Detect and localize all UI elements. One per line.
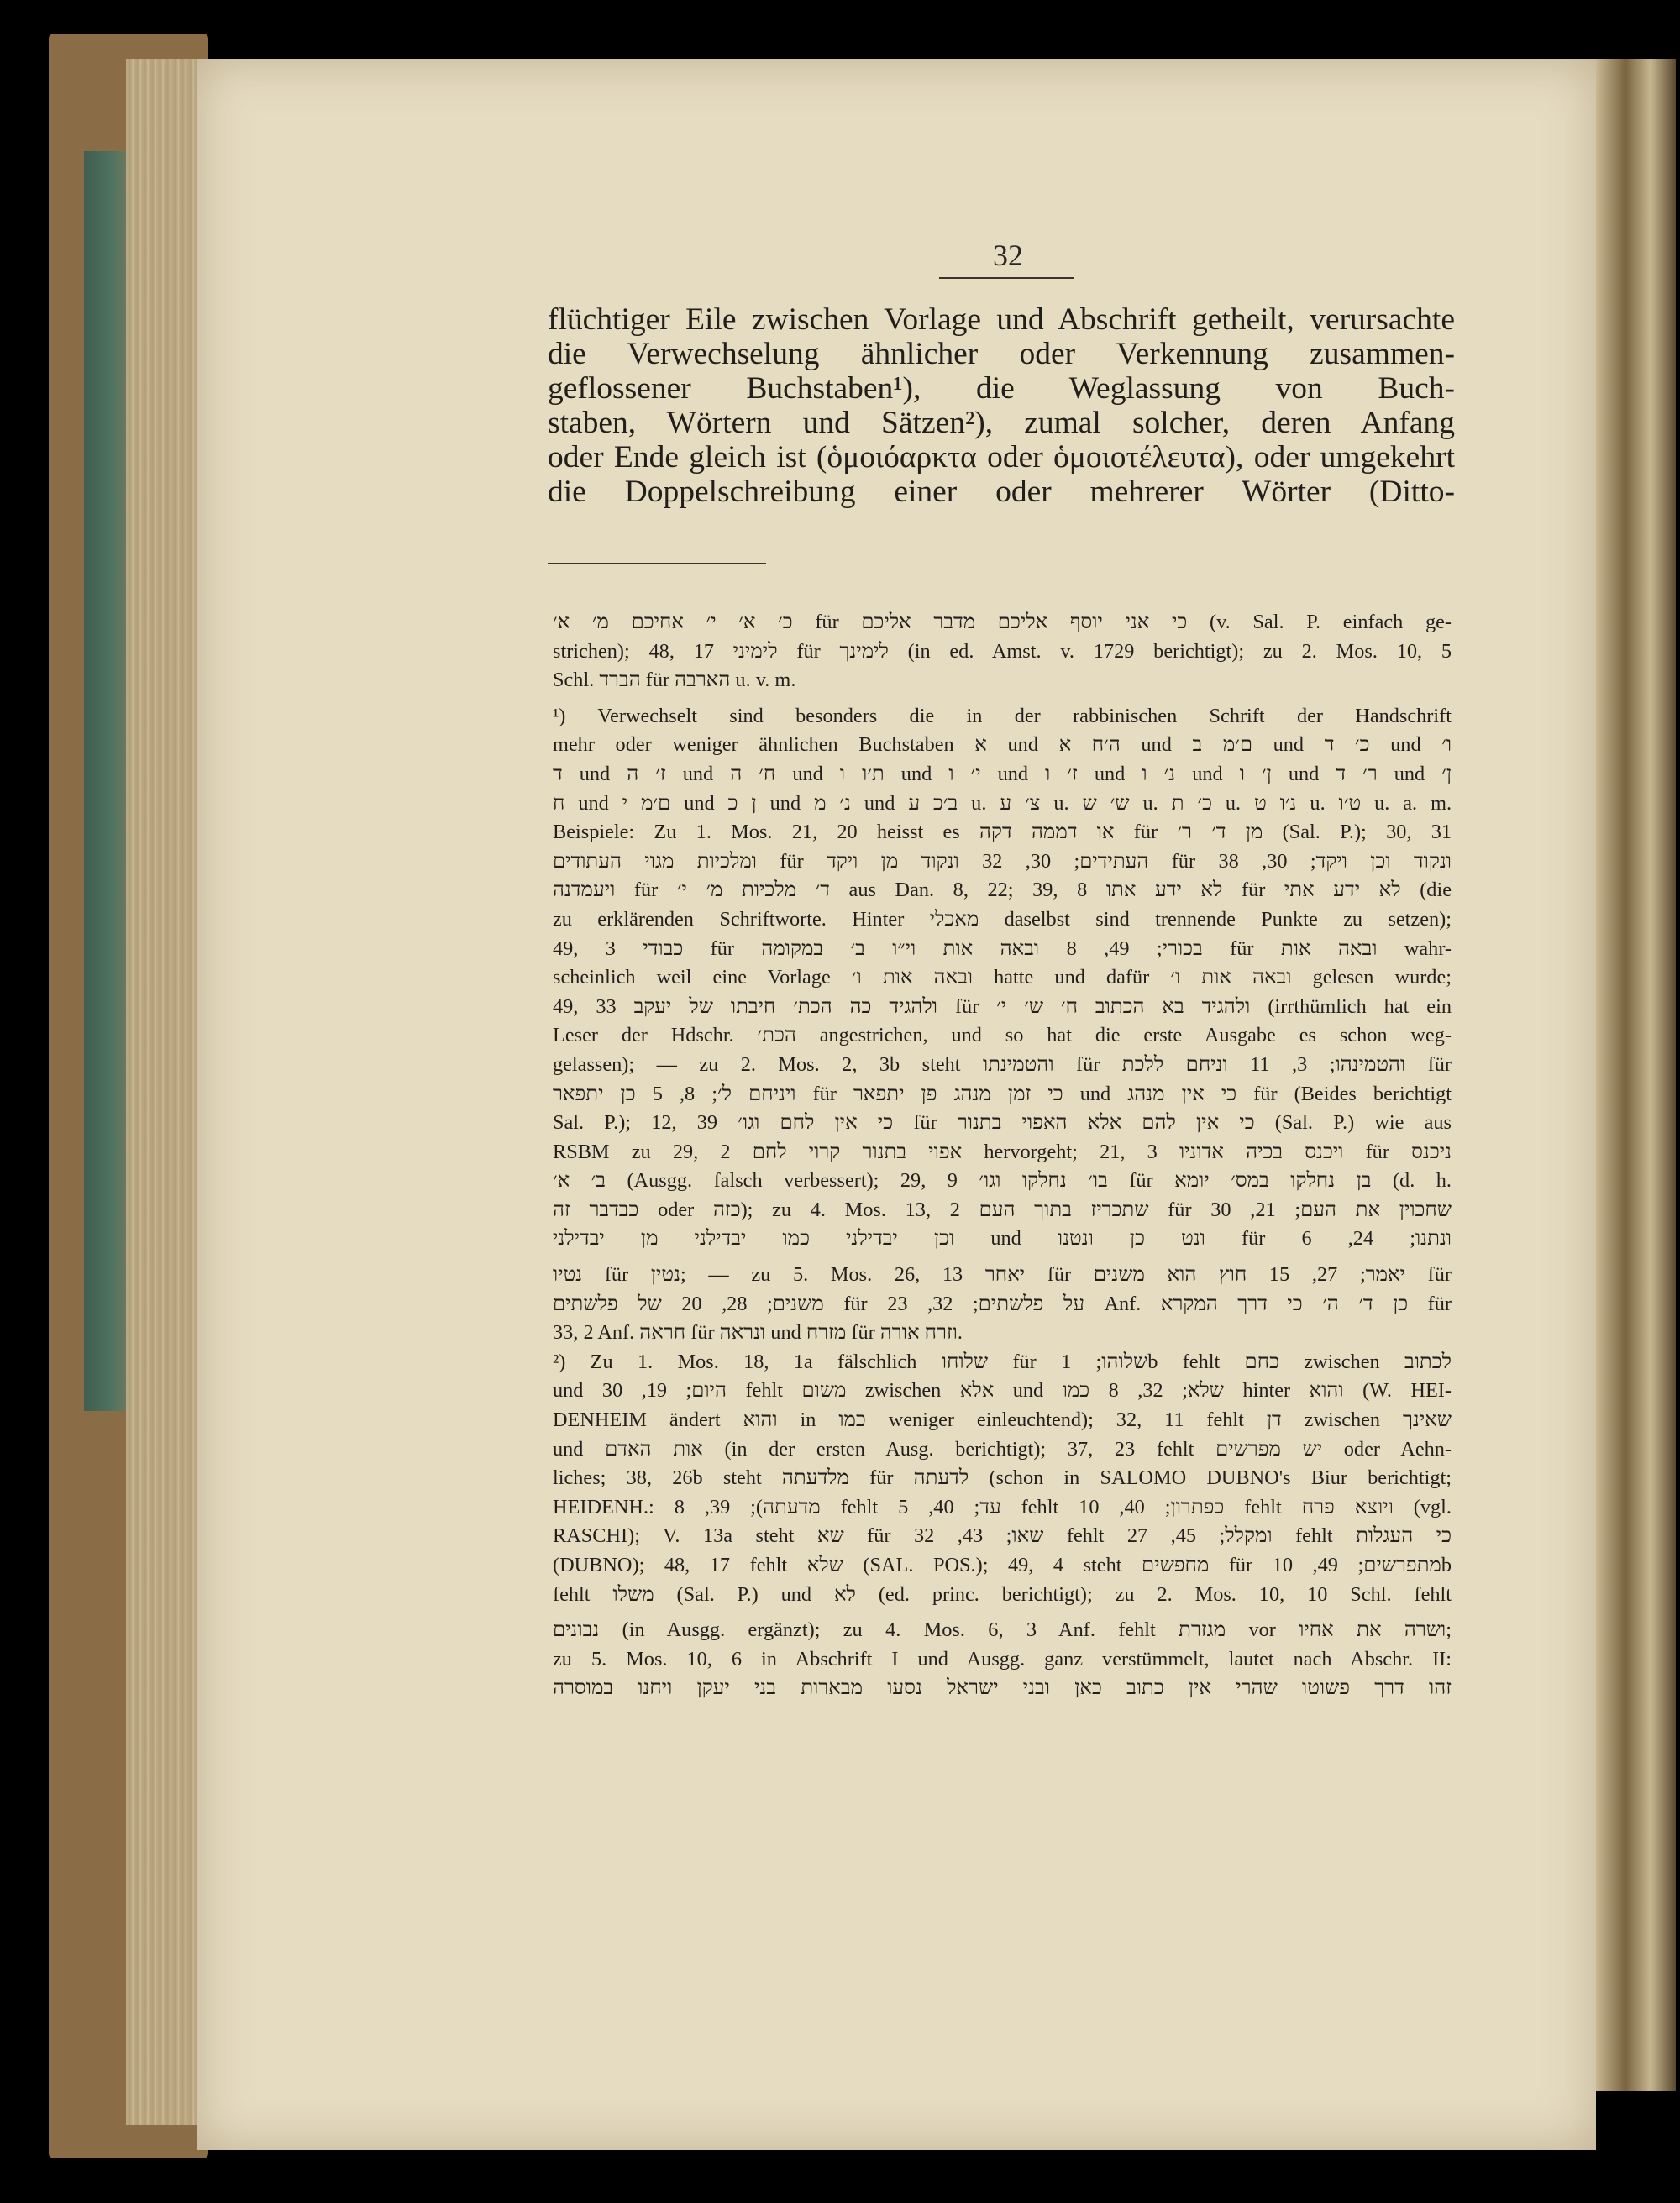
- footnote-line: ¹) Verwechselt sind besonders die in der rabbinischen Schrift der Handschrift: [553, 704, 1452, 727]
- footnote-line: RSBM zu 29, 2 אפוי בתנור קרוי לחם hervorgeht; 21, 3 ויכנס בכיה אדוניו für ניכנס: [553, 1140, 1452, 1163]
- body-text: [548, 302, 1455, 509]
- footnote-line: liches; 38, 26b steht מלדעתה für לדעתה (schon in SALOMO DUBNO's Biur berichtigt;: [553, 1466, 1452, 1490]
- footnote-line: ומלכיות מגוי העתודים für העתידים; 30, 32 ונקוד מן ויקד für ונקוד וכן ויקד; 30, 38: [553, 849, 1452, 873]
- footnote-line: כ׳ א׳ י׳ אחיכם מ׳ א׳ für כי אני יוסף אליכם מדבר אליכם (v. Sal. P. einfach ge-: [553, 611, 1452, 633]
- footnote-line: Beispiele: Zu 1. Mos. 21, 20 heisst es או דממה דקה für מן ד׳ ר׳ (Sal. P.); 30, 31: [553, 821, 1452, 844]
- footnote-line: נטיו für נטין; — zu 5. Mos. 26, 13 יאחר für יאמר; 27, 15 חוץ הוא משנים für: [553, 1263, 1452, 1287]
- footnote-line: ויעמדנה für ד׳ מלכיות מ׳ י׳ aus Dan. 8, 22; 39, 8 לא ידע אתו für לא ידע אתי (die: [553, 879, 1452, 902]
- footnote-line: scheinlich weil eine Vorlage ובאה אות ו׳ hatte und dafür ובאה אות ו׳ gelesen wurde;: [553, 966, 1452, 989]
- footnote-line: זהו דרך פשוטו שהרי אין כתוב כאן ובני ישראל נסעו מבארות בני יעקן ויחנו במוסרה: [553, 1676, 1452, 1700]
- footnotes: [553, 608, 1452, 1703]
- body-line: oder Ende gleich ist (ὁμοιόαρκτα oder ὁμοιοτέλευτα), oder umgekehrt: [548, 440, 1455, 475]
- footnote-line: fehlt משלו (Sal. P.) und לא (ed. princ. berichtigt); zu 2. Mos. 10, 10 Schl. fehlt: [553, 1582, 1452, 1606]
- page-number-rule: [939, 277, 1074, 279]
- footnote-line: RASCHI); V. 13a steht שא für שאו; 43, 32 fehlt ומקלל; 45, 27 fehlt כי העגלות: [553, 1524, 1452, 1548]
- footnote-line: Schl. הברד für הארבה u. v. m.: [553, 669, 796, 692]
- footnote-line: משנים; 28, 20 של פלשתים für על פלשתים; 32, 23 Anf. כן ד׳ ה׳ כי דרך המקרא für: [553, 1292, 1452, 1315]
- footnote-line: ²) Zu 1. Mos. 18, 1a fälschlich שלוחו für שלוהו; 1b fehlt כחם zwischen לכתוב: [553, 1350, 1452, 1373]
- footnote-line: mehr oder weniger ähnlichen Buchstaben א und ה׳ח א und ם׳מ ב und כ׳ ד und ו׳: [553, 733, 1452, 757]
- footnote-line: Sal. P.); 12, 39 כי אין לחם וגו׳ für כי אין להם אלא האפוי בתנור (Sal. P.) wie aus: [553, 1111, 1452, 1135]
- footnote-line: ד und ז׳ ה und ח׳ ה und ת׳ו ו und י׳ ו und ז׳ ו und נ׳ ו und ן׳ ו und ר׳ ד und ן׳: [553, 762, 1452, 785]
- binding-cloth: [84, 151, 130, 1411]
- footnote-line: zu 5. Mos. 10, 6 in Abschrift I und Ausgg. ganz verstümmelt, lautet nach Abschr. II:: [553, 1647, 1452, 1671]
- footnote-line: strichen); 48, 17 לימיני für לימינך (in ed. Amst. v. 1729 berichtigt); zu 2. Mos. 10, 5: [553, 639, 1452, 663]
- footnote-line: וכן יבדילני כמו יבדילני מן יבדילני und ונט כן ונטנו für ונתנו; 24, 6: [553, 1227, 1452, 1251]
- footnote-line: gelassen); — zu 2. Mos. 2, 3b steht והטמינתו für והטמינהו; 3, 11 וניחם ללכת für: [553, 1052, 1452, 1076]
- page-number: 32: [993, 239, 1023, 272]
- body-line: flüchtiger Eile zwischen Vorlage und Abschrift getheilt, verursachte: [548, 302, 1455, 337]
- footnote-line: und אות האדם (in der ersten Ausg. berichtigt); 37, 23 fehlt יש מפרשים oder Aehn-: [553, 1437, 1452, 1461]
- body-line: geflossener Buchstaben¹), die Weglassung von Buch-: [548, 371, 1455, 406]
- footnote-line: נבונים (in Ausgg. ergänzt); zu 4. Mos. 6, 3 Anf. fehlt מגזרת vor ושרה את אחיו;: [553, 1618, 1452, 1642]
- footnote-line: Leser der Hdschr. הכת׳ angestrichen, und so hat die erste Ausgabe es schon weg-: [553, 1024, 1452, 1047]
- footnote-line: und היום; 19, 30 fehlt משום zwischen אלא und שלא; 32, 8 כמו hinter והוא (W. HEI-: [553, 1379, 1452, 1403]
- footnote-line: zu erklärenden Schriftworte. Hinter מאכלי daselbst sind trennende Punkte zu setzen);: [553, 907, 1452, 931]
- footnote-line: (DUBNO); 48, 17 fehlt שלא (SAL. POS.); 49, 4 steht מחפשים für מתפרשים; 49, 10b: [553, 1554, 1452, 1576]
- footnote-line: ח und ם׳מ י und ן כ und נ׳ מ und ב׳כ ע u. צ׳ ע u. ש׳ ש u. כ׳ ת u. נ׳ו ט u. ט׳ו u. a. m.: [553, 791, 1452, 815]
- footnote-line: ויניחם ל׳; 8, 5 כן יתפאר für כי זמן מנהג פן יתפאר und כי אין מנהג für (Beides berichtigt: [553, 1082, 1452, 1105]
- body-line: die Verwechselung ähnlicher oder Verkennung zusammen-: [548, 337, 1455, 371]
- footnote-line: כבדבר זה oder כזה); zu 4. Mos. 13, 2 שתכריז בתוך העם für שחכוין את העם; 21, 30: [553, 1198, 1452, 1221]
- body-line: staben, Wörtern und Sätzen²), zumal solcher, deren Anfang: [548, 406, 1455, 440]
- footnote-line: 49, 33 ולהגיד כה הכת׳ חיבתו של יעקב für ולהגיד בא הכתוב ח׳ ש׳ י׳ (irrthümlich hat ein: [553, 994, 1452, 1018]
- body-line: die Doppelschreibung einer oder mehrerer Wörter (Ditto-: [548, 475, 1455, 509]
- footnote-rule: [548, 563, 766, 564]
- footnote-line: 33, 2 Anf. חראה für ונראה und מזרח für וזרח אורה.: [553, 1321, 963, 1345]
- footnote-line: DENHEIM ändert והוא in כמו weniger einleuchtend); 32, 11 fehlt דן zwischen שאינך: [553, 1408, 1452, 1432]
- footnote-line: ב׳ א׳ (Ausgg. falsch verbessert); 29, 9 בו׳ נחלקו וגו׳ für בן נחלקו במס׳ יומא (d. h.: [553, 1169, 1452, 1193]
- footnote-line: HEIDENH.: מדעתה); 39, 8 fehlt עד; 40, 5 fehlt כפתרון; 40, 10 fehlt ויוצא פרח (vgl.: [553, 1495, 1452, 1518]
- right-page-edge: [1592, 59, 1676, 2091]
- footnote-line: 49, 3 כבודי für בכורי; 49, 8 ובאה אות וי״ו ב׳ במקומה für ובאה אות wahr-: [553, 936, 1452, 960]
